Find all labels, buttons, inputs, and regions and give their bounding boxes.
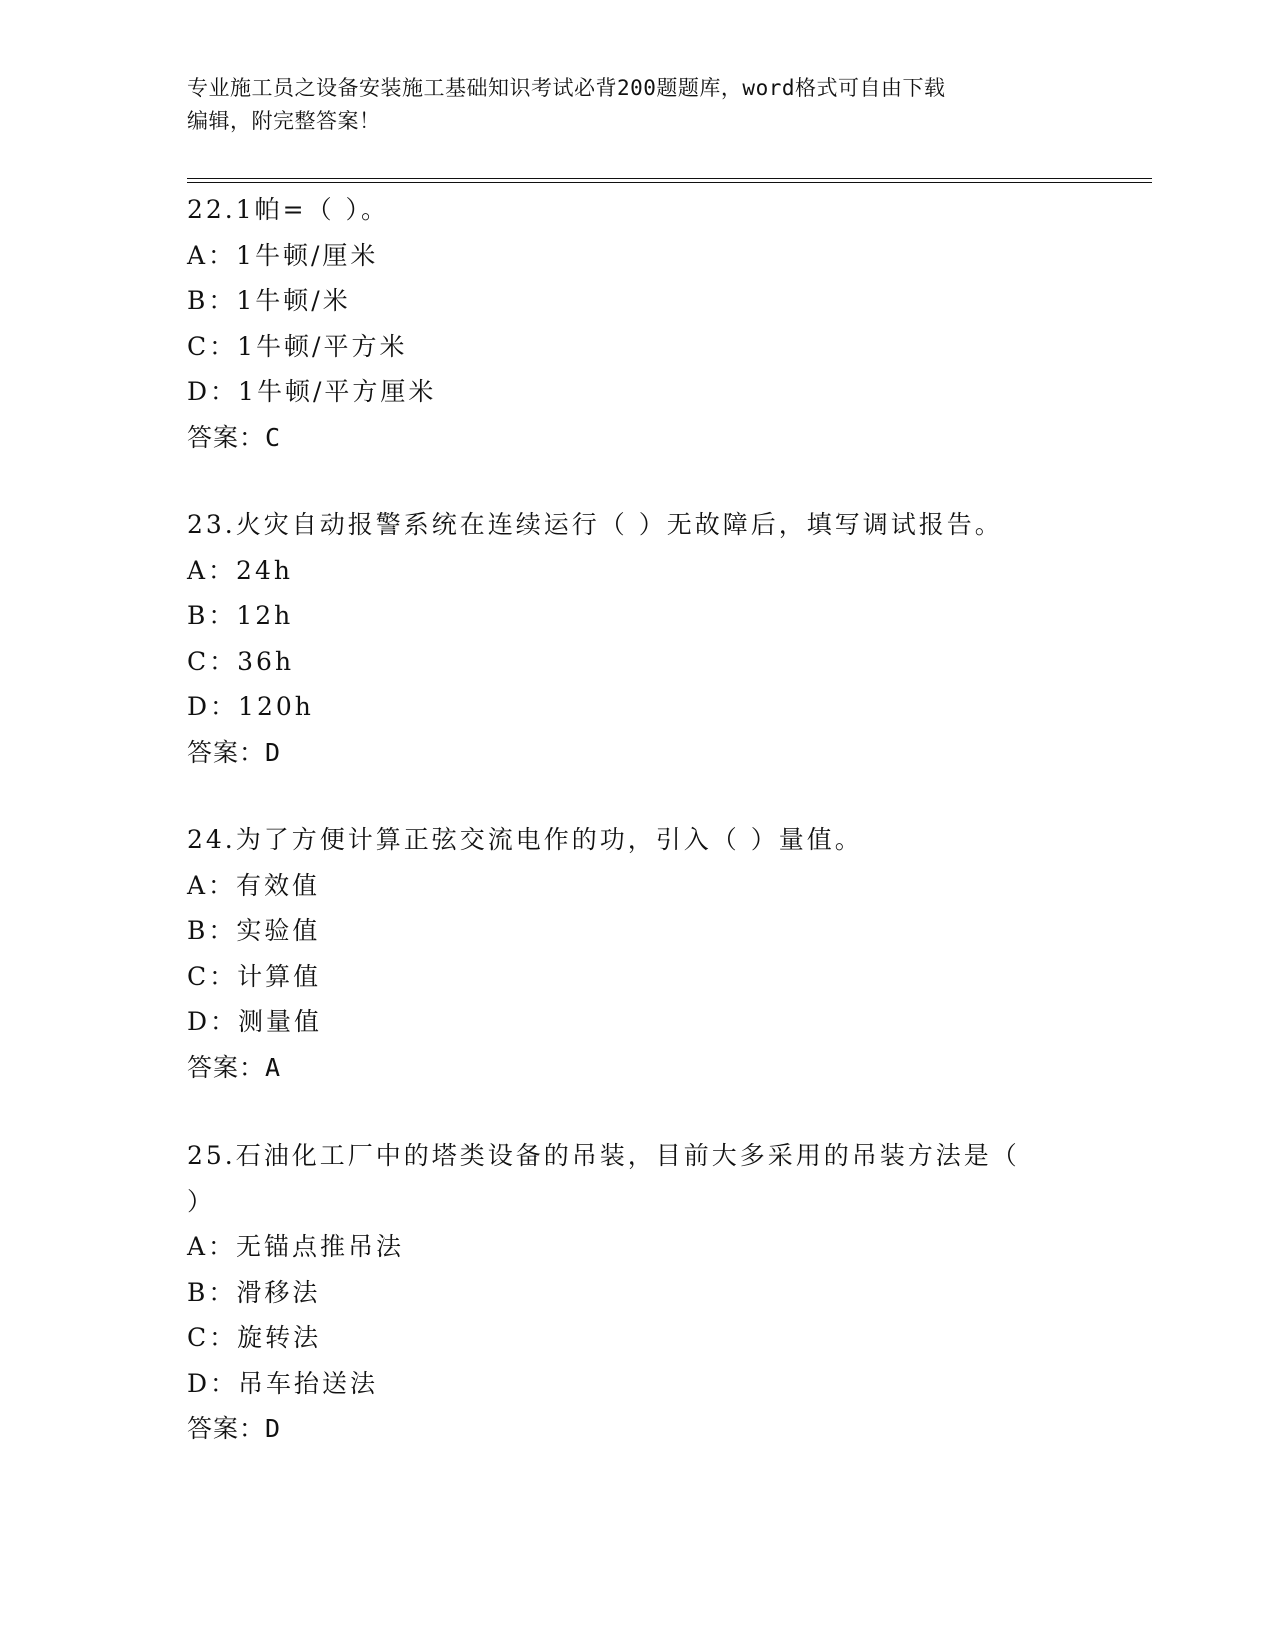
header-title-line-2: 编辑，附完整答案！ bbox=[187, 109, 381, 133]
option-b: B：滑移法 bbox=[187, 1277, 321, 1307]
option-c: C：旋转法 bbox=[187, 1323, 322, 1352]
answer-label: 答案：C bbox=[187, 422, 282, 452]
answer-label: 答案：A bbox=[187, 1052, 282, 1082]
question-22 bbox=[187, 187, 1067, 460]
option-b: B：实验值 bbox=[187, 916, 321, 945]
option-a: A：有效值 bbox=[187, 870, 321, 900]
question-stem: 23.火灾自动报警系统在连续运行（ ）无故障后，填写调试报告。 bbox=[187, 510, 1003, 539]
option-c: C：36h bbox=[187, 646, 295, 676]
question-24 bbox=[187, 817, 1067, 1090]
option-a: A：无锚点推吊法 bbox=[187, 1232, 405, 1261]
question-25 bbox=[187, 1133, 1067, 1451]
header-divider-bottom bbox=[187, 182, 1152, 183]
header-divider-top bbox=[187, 178, 1152, 179]
option-c: C：计算值 bbox=[187, 961, 322, 991]
question-stem: 25.石油化工厂中的塔类设备的吊装，目前大多采用的吊装方法是（ bbox=[187, 1141, 1020, 1170]
option-b: B：1牛顿/米 bbox=[187, 286, 351, 315]
option-c: C：1牛顿/平方米 bbox=[187, 331, 408, 361]
option-d: D：测量值 bbox=[187, 1007, 323, 1036]
answer-label: 答案：D bbox=[187, 1414, 282, 1443]
question-stem: 22.1帕=（ ）。 bbox=[187, 195, 390, 224]
header-title-line-1: 专业施工员之设备安装施工基础知识考试必背200题题库，word格式可自由下载 bbox=[187, 76, 946, 100]
document-header bbox=[187, 72, 1067, 138]
option-d: D：吊车抬送法 bbox=[187, 1368, 379, 1398]
question-stem: 24.为了方便计算正弦交流电作的功，引入（ ）量值。 bbox=[187, 825, 863, 854]
question-stem-continuation: ） bbox=[187, 1186, 216, 1216]
option-d: D：120h bbox=[187, 692, 314, 721]
answer-label: 答案：D bbox=[187, 737, 282, 767]
option-a: A：24h bbox=[187, 555, 293, 585]
question-23 bbox=[187, 502, 1067, 775]
option-a: A：1牛顿/厘米 bbox=[187, 240, 379, 270]
option-b: B：12h bbox=[187, 601, 294, 630]
option-d: D：1牛顿/平方厘米 bbox=[187, 377, 437, 406]
